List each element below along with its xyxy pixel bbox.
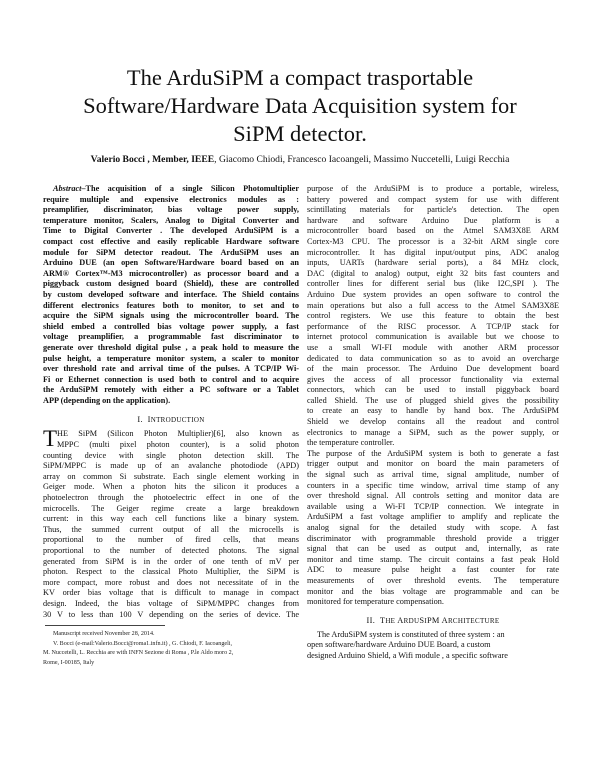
right-column <box>307 184 559 662</box>
body-line: counting device with single photon detection skill. The <box>43 450 299 460</box>
paper-title <box>40 64 560 148</box>
body-line: main operations but also a full access to the Atmel SAM3X8E <box>307 300 559 310</box>
title-line: Software/Hardware Data Acquisition system for <box>83 93 517 118</box>
abstract-line: Abstract–The acquisition of a single Silicon Photomultiplier <box>53 184 299 193</box>
introduction-body <box>43 426 299 620</box>
abstract-line: Fi or Ethernet connection is used both to control and to acquire <box>43 374 299 384</box>
body-line: microcells. The Geiger regime create a large breakdown <box>43 503 299 513</box>
drop-cap: T <box>43 426 58 452</box>
abstract-label: Abstract <box>53 184 82 193</box>
footnotes <box>43 630 299 668</box>
body-line: electronics to manage a SiPM, such as the power supply, or <box>307 427 559 437</box>
footnote-line: M. Nuccetelli, L. Recchia are with INFN Sezione di Roma , P.le Aldo moro 2, <box>43 650 234 657</box>
body-line: The ArduSiPM system is constituted of three system : an <box>317 629 505 639</box>
body-line: discriminator with programmable threshold provide a trigger <box>307 533 559 543</box>
body-line: The purpose of the ArduSiPM system is both to generate a fast <box>307 448 559 458</box>
body-line: monitor and time stamp. The circuit contains a fast peak Hold <box>307 554 559 564</box>
body-line: use a small WI-FI module with another ARM processor <box>307 342 559 352</box>
footnote-line: Manuscript received November 28, 2014. <box>53 631 155 638</box>
body-line: photoelectron through the photoelectric effect in one of the <box>43 493 299 503</box>
title-line: SiPM detector. <box>233 121 367 146</box>
body-line: open software/hardware Arduino DUE Board, a custom <box>307 640 491 650</box>
body-line: connectors, which can be used to install piggyback board <box>307 385 559 395</box>
body-line: Thus, the summed current output of all the microcells is <box>43 524 299 534</box>
body-line: microcontroller. It has digital input/output pins, ADC analog <box>307 247 559 257</box>
title-line: The ArduSiPM a compact trasportable <box>126 65 474 90</box>
body-line: internet protocol communication is available but we choose to <box>307 332 559 342</box>
abstract-line: acquire the SiPM signals using the microcontroller board. The <box>43 311 299 321</box>
body-line: hardware and software Arduino Due platform is a <box>307 215 559 225</box>
body-line: dedicated to data communication so as to avoid an overcharge <box>307 353 559 363</box>
abstract-line: APP (depending on the application). <box>43 395 171 405</box>
section-heading-introduction: I. INTRODUCTION <box>137 415 205 425</box>
body-line: 30 V to less than 100 V depending on the series of device. The <box>43 609 299 619</box>
footnote-line: Rome, I-00185, Italy <box>43 659 95 666</box>
abstract-line: generate over threshold digital pulse , a peak hold to measure the <box>43 342 299 352</box>
body-line: current: in this way each cell functions like a binary system. <box>43 514 299 524</box>
abstract-line: Arduino DUE (an open Software/Hardware board based on an <box>43 258 299 268</box>
body-line: analog signal for the detailed study with scope. A fast <box>307 523 559 532</box>
body-line: more compact, more robust and does not necessitate of in the <box>43 577 299 587</box>
body-line: design. Indeed, the bias voltage of SiPM/MPPC changes from <box>43 598 299 608</box>
body-line: monitor and the bias voltage are programmable and can be <box>307 586 559 596</box>
abstract-line: preamplifier, discriminator, bias voltage power supply, <box>43 205 299 215</box>
abstract-line: ARM® Cortex™-M3 microcontroller) as processor board and a <box>43 268 299 278</box>
body-line: Cortex-M3 CPU. The processor is a 32-bit ARM single core <box>307 236 559 246</box>
abstract-line: shield embed a controlled bias voltage power supply, a fast <box>43 321 299 331</box>
body-line: HE SiPM (Silicon Photon Multiplier)[6], also known as <box>57 429 299 439</box>
abstract-line: require multiple and expensive electronics modules as : <box>43 194 299 204</box>
body-line: generated from SiPM is in the order of one tenth of mV per <box>43 556 299 566</box>
body-line: over threshold signal. All controls setting and monitor data are <box>307 491 559 501</box>
body-line: MPPC (multi pixel photon counter), is a solid photon <box>57 440 299 450</box>
body-line: measurements of over threshold events. The temperature <box>307 575 559 585</box>
body-line: ArduSiPM a fast voltage amplifier to amplify and replicate the <box>307 512 559 522</box>
body-line: KV order bias voltage that is difficult to manage in compact <box>43 588 299 598</box>
co-authors: , Giacomo Chiodi, Francesco Iacoangeli, Massimo Nuccetelli, Luigi Recchia <box>214 154 510 165</box>
body-line: Arduino Due system provides an open software to control the <box>307 289 559 299</box>
paragraph <box>307 630 559 662</box>
paragraph <box>307 449 559 608</box>
body-line: microcontroller board based on the Atmel SAM3X8E ARM <box>307 226 559 236</box>
body-line: purpose of the ArduSiPM is to produce a portable, wireless, <box>307 184 559 193</box>
body-line: scintillating materials for particle's detection. The open <box>307 205 559 215</box>
body-line: monitored for temperature compensation. <box>307 597 444 607</box>
abstract-line: the ArduSiPM remotely with either a PC software or a Tablet <box>43 385 299 395</box>
abstract-line: compact cost effective and easily replicable Hardware software <box>43 236 299 246</box>
body-line: control registers. We use this feature to obtain the best <box>307 311 559 321</box>
lead-author: Valerio Bocci , Member, IEEE <box>90 154 215 165</box>
left-column <box>43 184 299 668</box>
body-line: SiPM/MPPC is made up of an avalanche photodiode (APD) <box>43 461 299 471</box>
footnote-line: V. Bocci (e-mail:Valerio.Bocci@roma1.infn.it) , G. Chiodi, F. Iacoangeli, <box>53 640 232 647</box>
abstract-line: by custom developed software and interface. The Shield contains <box>43 289 299 299</box>
body-line: battery powered and compact system for use with different <box>307 194 559 204</box>
abstract-line: Time to Digital Converter . The developed ArduSiPM is a <box>43 226 299 236</box>
paragraph <box>307 184 559 449</box>
body-line: of the main processor. The Arduino Due development board <box>307 364 559 374</box>
body-line: inputs, UARTs (hardware serial ports), a 84 MHz clock, <box>307 258 559 268</box>
abstract <box>43 184 299 406</box>
body-line: to create an easy to handle by hand box. The ArduSiPM <box>307 406 559 416</box>
abstract-line: temperature monitor, Scalers, Analog to Digital Converter and <box>43 215 299 225</box>
body-line: the signal such as arrival time, signal amplitude, number of <box>307 470 559 480</box>
body-line: controller lines for different serial bus (like I2C,SPI ). The <box>307 279 559 289</box>
abstract-line: over threshold rate and arrival time of the pulses. A TCP/IP Wi- <box>43 364 299 374</box>
abstract-line: different electronics features both to monitor, to set and to <box>43 300 299 310</box>
body-line: Shield we develop contains all the readout and control <box>307 417 559 427</box>
body-line: counters in a specific time window, arrival time stamp of any <box>307 480 559 490</box>
body-line: Geiger mode. When a photon hits the silicon it produces a <box>43 482 299 492</box>
abstract-line: piggyback custom designed board (Shield), these are controlled <box>43 279 299 289</box>
body-line: proportional to the number of fired cells, that means <box>43 535 299 545</box>
body-line: signal that can be used as output and, internally, as rate <box>307 544 559 554</box>
body-line: designed Arduino Shield, a Wifi module , a specific software <box>307 650 508 660</box>
abstract-line: pulse height, a temperature monitor system, a scaler to monitor <box>43 353 299 363</box>
body-line: called Shield. The use of plugged shield gives the possibility <box>307 395 559 405</box>
body-line: trigger output and monitor on board the main parameters of <box>307 459 559 469</box>
footnote-divider <box>45 625 165 626</box>
body-line: proportional to the number of detected photons. The signal <box>43 546 299 555</box>
abstract-line: voltage preamplifier, a programmable fast discriminator to <box>43 332 299 342</box>
body-line: performance of the RISC processor. A TCP/IP stack for <box>307 321 559 331</box>
body-line: ADC to measure pulse height a fast counter for rate <box>307 565 559 575</box>
body-line: gives the access of all processor functionality via external <box>307 374 559 384</box>
body-line: array on common Si substrate. Each single element working in <box>43 471 299 481</box>
body-line: photon. Respect to the classical Photo Multiplier, the SiPM is <box>43 567 299 577</box>
author-list <box>30 154 570 165</box>
body-line: the temperature controller. <box>307 438 395 448</box>
body-line: DAC (digital to analog) output, eight 32 bits fast counters and <box>307 268 559 278</box>
abstract-line: module for SiPM detector readout. The ArduSiPM uses an <box>43 247 299 257</box>
body-line: available using a Wi-FI TCP/IP connection. We integrate in <box>307 501 559 511</box>
section-heading-architecture: II. THE ARDUSIPM ARCHITECTURE <box>366 615 500 625</box>
